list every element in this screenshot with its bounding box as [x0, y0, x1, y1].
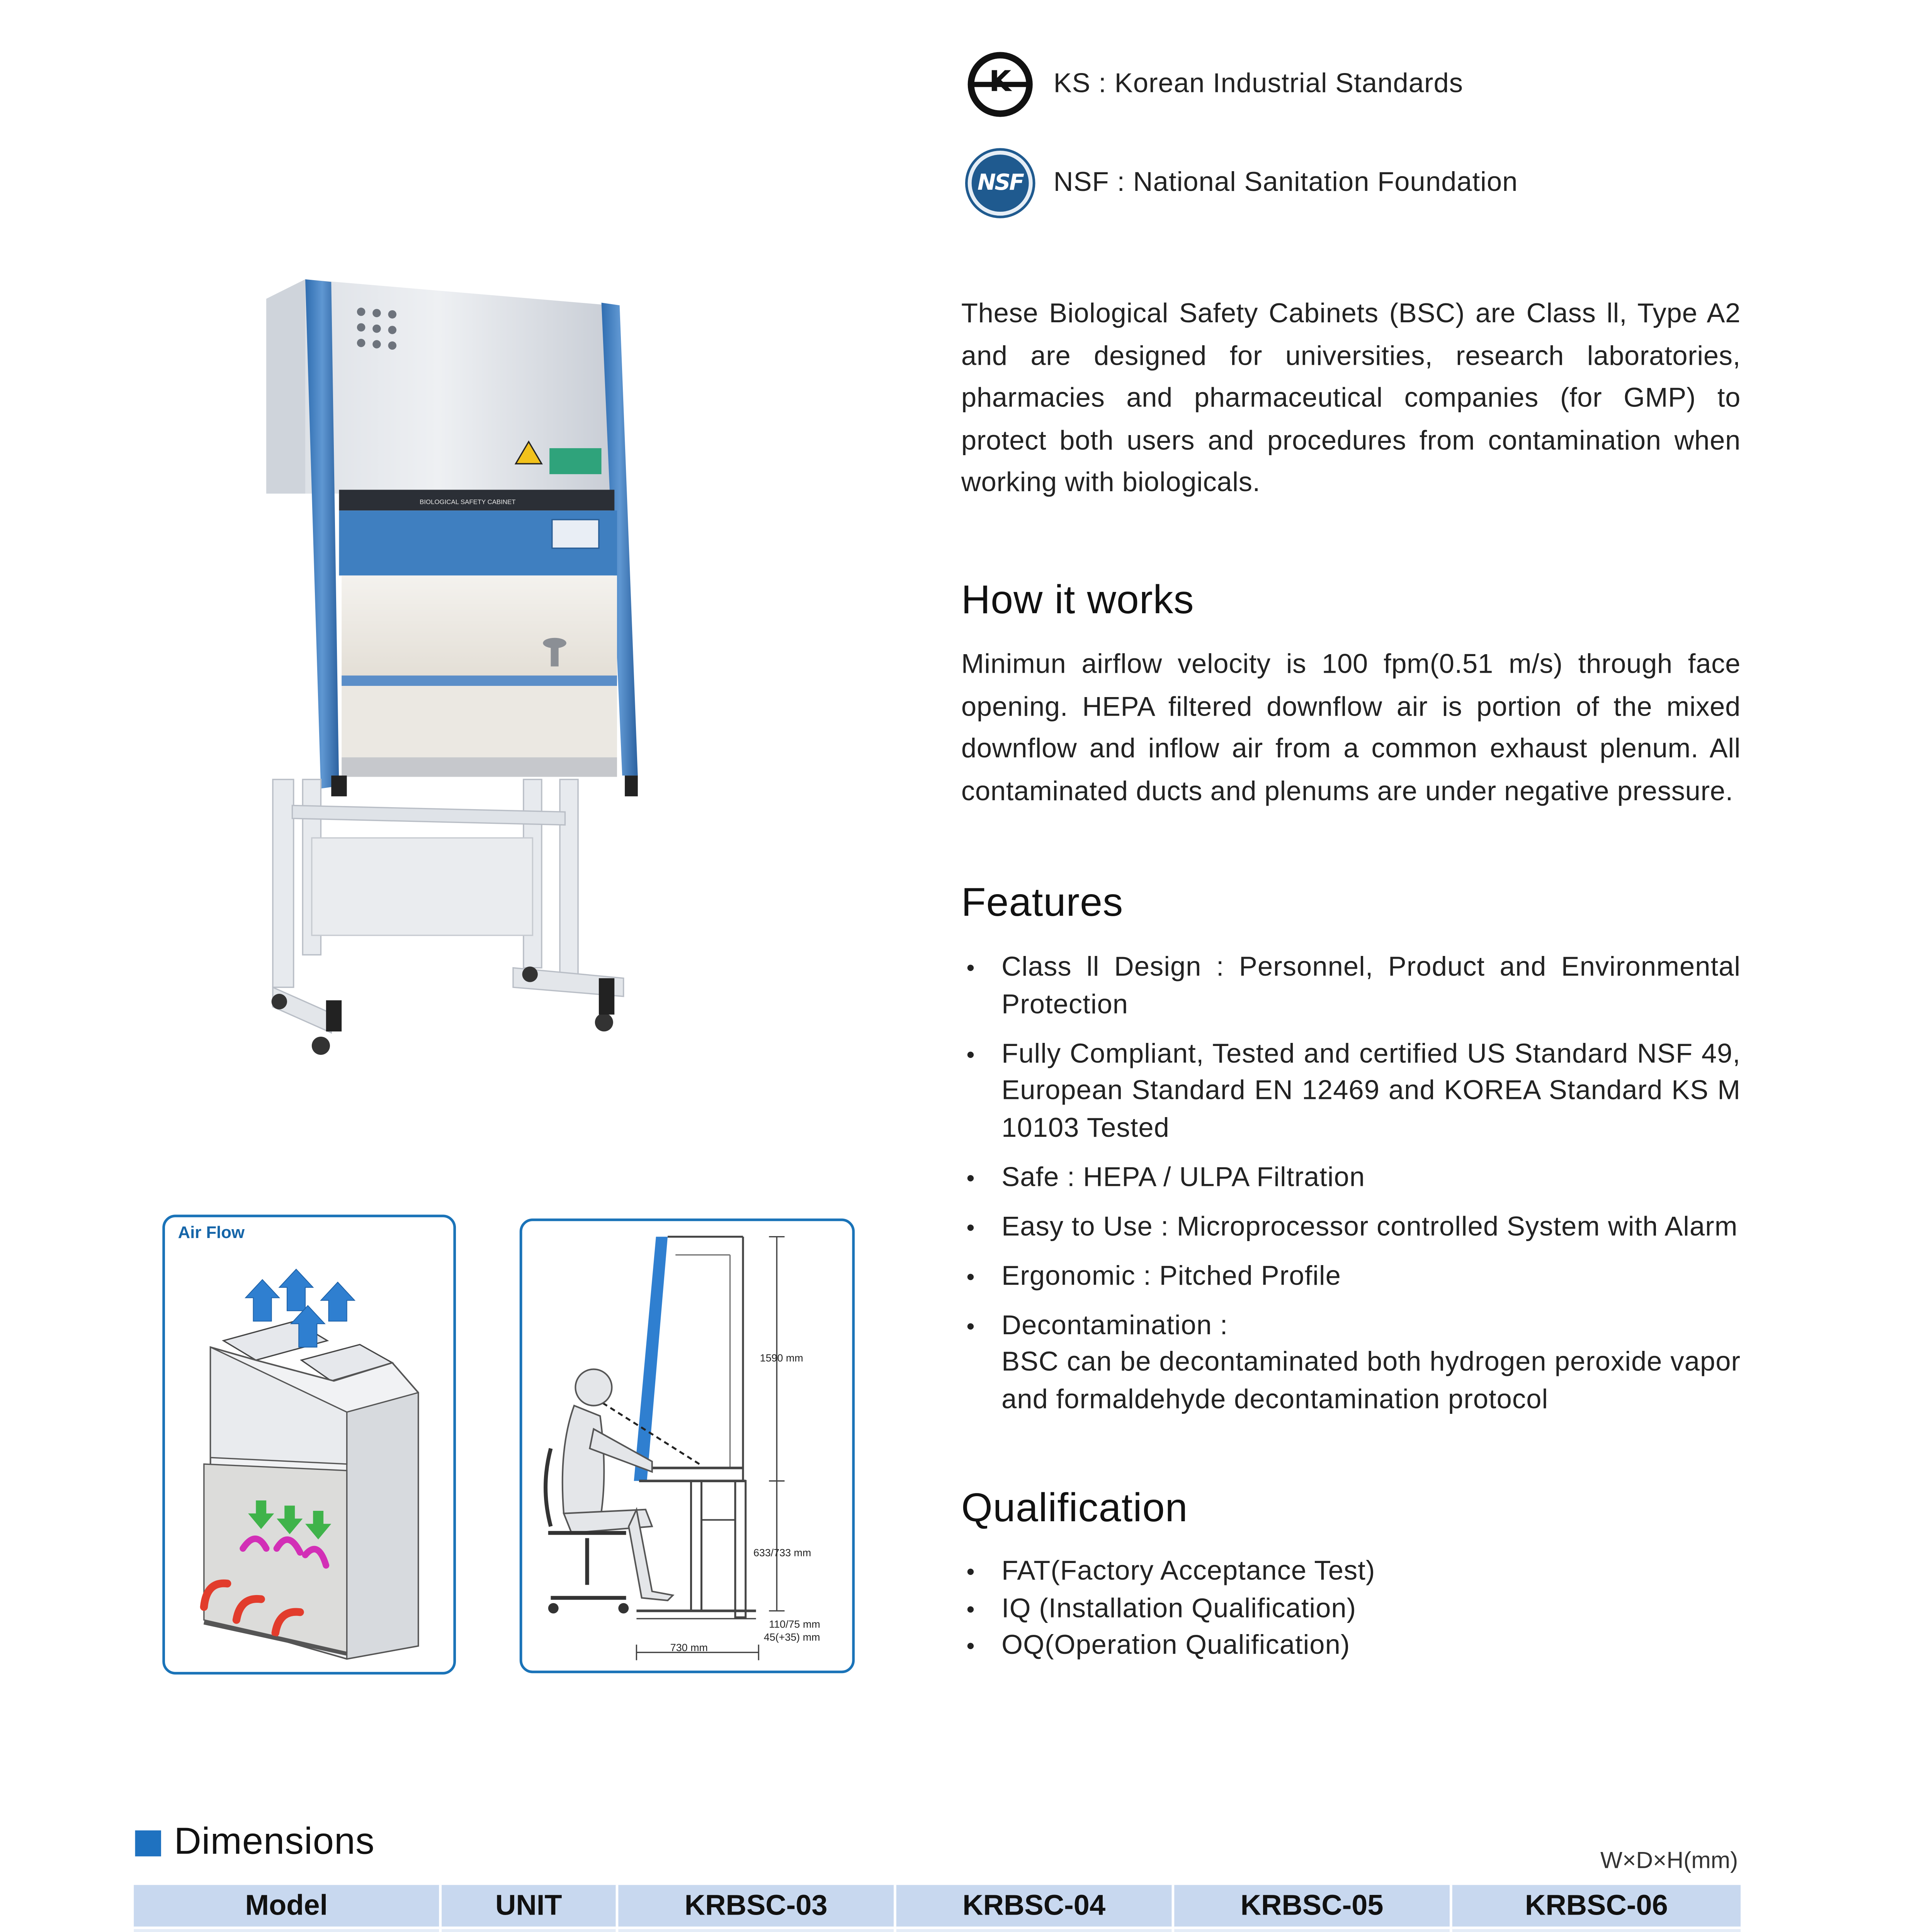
dimensions-heading [135, 1821, 375, 1864]
feature-item-detail: BSC can be decontaminated both hydrogen peroxide vapor and formaldehyde decontamination protocol [1001, 1347, 1741, 1414]
qualification-item: • FAT(Factory Acceptance Test) [961, 1554, 1741, 1591]
feature-item: • Fully Compliant, Tested and certified US Standard NSF 49, European Standard EN 12469 and KOREA Standard KS M 10103 Tested [961, 1036, 1741, 1147]
cabinet-product-image [253, 266, 656, 1065]
how-it-works-heading: How it works [961, 577, 1194, 622]
feature-item: • Easy to Use : Microprocessor controlled System with Alarm [961, 1209, 1741, 1246]
feature-item: • Safe : HEPA / ULPA Filtration [961, 1160, 1741, 1197]
col-header-model: Model [134, 1885, 440, 1928]
nsf-label: NSF : National Sanitation Foundation [1053, 167, 1518, 198]
qualification-list [961, 1554, 1741, 1665]
cabinet-front-label: BIOLOGICAL SAFETY CABINET [420, 498, 516, 506]
col-header-krbsc-06: KRBSC-06 [1451, 1885, 1741, 1928]
features-list [961, 950, 1741, 1431]
feature-item-label: • Decontamination : [1001, 1310, 1228, 1340]
feature-item: • Class ll Design : Personnel, Product and Environmental Protection [961, 950, 1741, 1024]
dim-feet-label: 110/75 mm [769, 1618, 820, 1630]
col-header-unit: UNIT [440, 1885, 617, 1928]
ks-certification [968, 52, 1463, 117]
table-cell [1451, 1928, 1741, 1932]
table-cell [440, 1928, 617, 1932]
nsf-logo-icon: NSF [968, 151, 1033, 216]
dimensions-title: Dimensions [174, 1821, 375, 1863]
ergonomic-figure [520, 1219, 855, 1673]
feature-item: • Ergonomic : Pitched Profile [961, 1258, 1741, 1295]
qualification-heading: Qualification [961, 1485, 1188, 1531]
ks-logo-icon: K [968, 52, 1033, 117]
intro-paragraph: These Biological Safety Cabinets (BSC) are Class ll, Type A2 and are designed for universities, research laboratories, pharmacies and pharmaceutical companies (for GMP) to protect both users and procedures from contamination when working with biologicals. [961, 299, 1741, 498]
feature-item-decontamination [961, 1308, 1741, 1418]
qualification-item: • OQ(Operation Qualification) [961, 1628, 1741, 1665]
dim-height-label: 1590 mm [760, 1352, 803, 1364]
qualification-item: • IQ (Installation Qualification) [961, 1591, 1741, 1628]
ks-label: KS : Korean Industrial Standards [1053, 69, 1464, 99]
section-square-icon [135, 1830, 161, 1855]
airflow-title: Air Flow [178, 1222, 245, 1242]
table-cell [895, 1928, 1173, 1932]
how-it-works-text: Minimun airflow velocity is 100 fpm(0.51 m/s) through face opening. HEPA filtered downflow air is portion of the mixed downflow and inflow air from a common exhaust plenum. All contaminated ducts and plenums are under negative pressure. [961, 650, 1741, 806]
table-cell [617, 1928, 895, 1932]
dim-depth-label: 730 mm [670, 1642, 708, 1654]
dim-feet2-label: 45(+35) mm [763, 1631, 820, 1643]
row-label [134, 1928, 440, 1932]
airflow-figure [162, 1214, 456, 1674]
dim-table-label: 633/733 mm [753, 1547, 811, 1559]
table-cell [1173, 1928, 1451, 1932]
nsf-certification [968, 151, 1518, 216]
unit-note: W×D×H(mm) [1600, 1847, 1738, 1874]
features-heading: Features [961, 879, 1124, 925]
col-header-krbsc-03: KRBSC-03 [617, 1885, 895, 1928]
table-header-row [134, 1885, 1741, 1928]
col-header-krbsc-05: KRBSC-05 [1173, 1885, 1451, 1928]
dimensions-table [134, 1885, 1741, 1932]
table-row [134, 1928, 1741, 1932]
col-header-krbsc-04: KRBSC-04 [895, 1885, 1173, 1928]
